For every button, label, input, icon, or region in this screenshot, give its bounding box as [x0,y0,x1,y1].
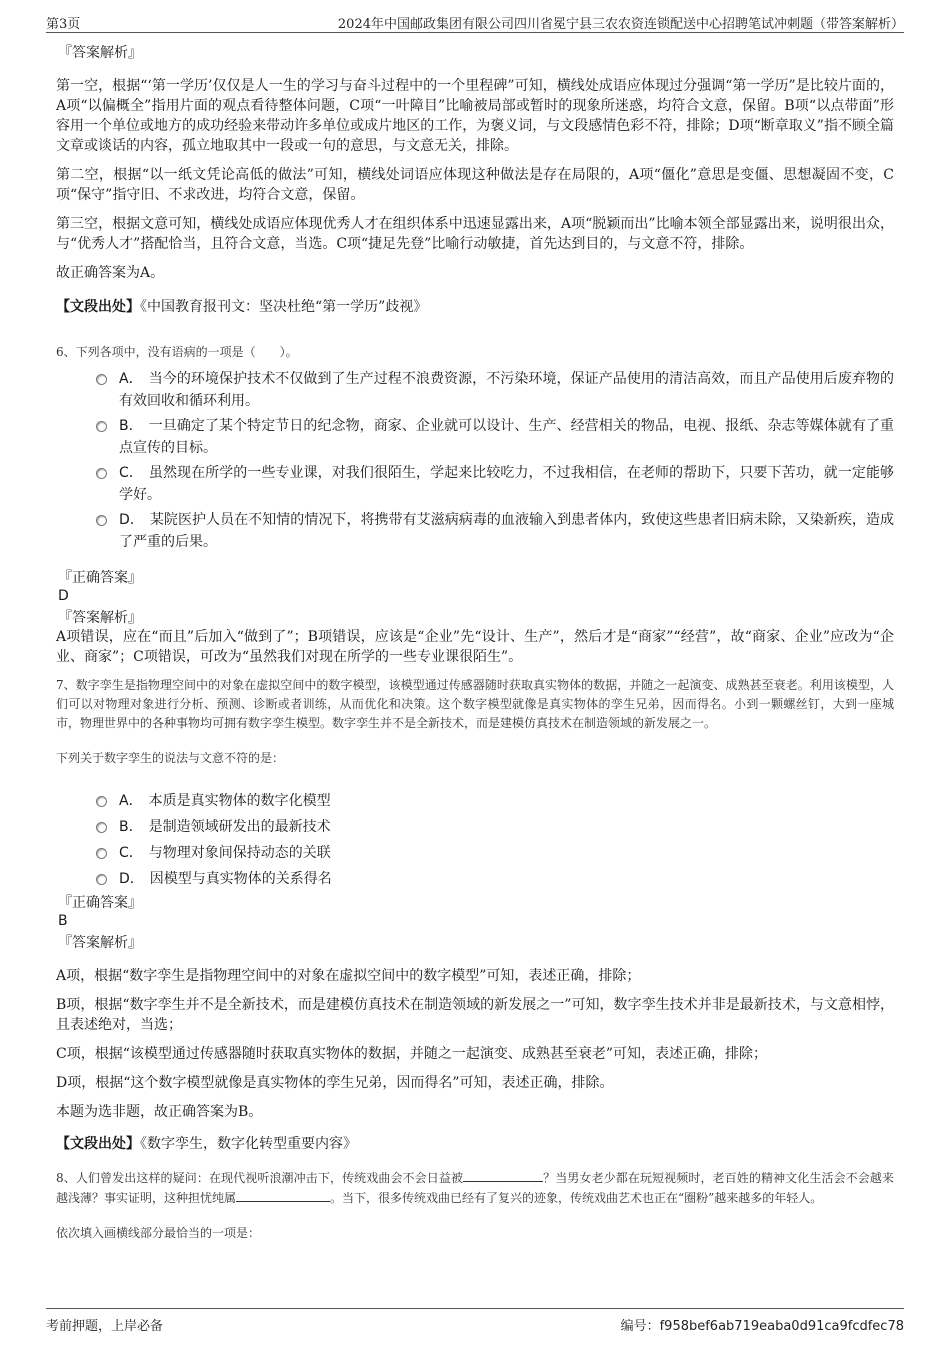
analysis-conclusion: 故正确答案为A。 [56,265,165,281]
analysis-conclusion: 本题为选非题，故正确答案为B。 [56,1104,263,1120]
q6-option-d[interactable] [56,509,894,553]
analysis-paragraph: A项，根据“数字孪生是指物理空间中的对象在虚拟空间中的数字模型”可知，表述正确，排除； [56,968,641,984]
fill-blank[interactable] [463,1168,543,1182]
option-text: 当今的环境保护技术不仅做到了生产过程不浪费资源，不污染环境，保证产品使用的清洁高效，而且产品使用后废弃物的有效回收和循环利用。 [119,371,895,409]
option-text: 与物理对象间保持动态的关联 [148,845,331,861]
source-text: 《中国教育报刊文：坚决杜绝“第一学历”歧视》 [140,299,428,315]
option-text: 本质是真实物体的数字化模型 [148,793,331,809]
option-text: 一旦确定了某个特定节日的纪念物，商家、企业就可以设计、生产、经营相关的物品，电视、报纸、杂志等媒体就有了重点宣传的目标。 [119,418,894,456]
option-text: 是制造领域研发出的最新技术 [148,819,331,835]
question-7-passage: 7、数字孪生是指物理空间中的对象在虚拟空间中的数字模型，该模型通过传感器随时获取真实物体的数据，并随之一起演变、成熟甚至衰老。利用该模型，人们可以对物理对象进行分析、预测、诊断或者训练，从而优化和决策。这个数字模型就像是真实物体的孪生兄弟，因而得名。小到一颗螺丝钉，大到一座城市，物理世界中的各种事物均可拥有数字孪生模型。数字孪生并不是全新技术，而是建模仿真技术在制造领域的新发展之一。 [56,678,894,730]
question-7-stem: 下列关于数字孪生的说法与文意不符的是： [56,751,285,765]
document-title: 2024年中国邮政集团有限公司四川省冕宁县三农农资连锁配送中心招聘笔试冲刺题（带答案解析） [337,17,904,32]
q7-option-b[interactable] [56,816,894,838]
radio-icon[interactable] [96,374,107,385]
option-letter: C． [119,845,143,861]
radio-icon[interactable] [96,848,107,859]
q6-option-b[interactable] [56,415,894,459]
source-label: 【文段出处】 [56,1136,140,1152]
question-8-passage [56,1168,894,1208]
option-letter: C． [119,465,143,481]
analysis-paragraph: B项，根据“数字孪生并不是全新技术，而是建模仿真技术在制造领域的新发展之一”可知，数字孪生技术并非是最新技术，与文意相悖，且表述绝对，当选； [56,997,894,1033]
option-letter: A． [119,371,143,387]
correct-answer: D [58,588,69,604]
source-label: 【文段出处】 [56,299,140,315]
source-citation [56,1134,894,1154]
q7-option-a[interactable] [56,790,894,812]
q6-option-c[interactable] [56,462,894,506]
option-letter: D． [119,871,144,887]
correct-answer-label: 『正确答案』 [58,570,142,586]
footer-slogan: 考前押题，上岸必备 [46,1319,164,1334]
analysis-paragraph: 第一空，根据“‘第一学历’仅仅是人一生的学习与奋斗过程中的一个里程碑”可知，横线处成语应体现过分强调“第一学历”是比较片面的，A项“以偏概全”指用片面的观点看待整体问题，C项“一叶障目”比喻被局部或暂时的现象所迷惑，均符合文意，保留。B项“以点带面”形容用一个单位或地方的成功经验来带动许多单位或成片地区的工作，为褒义词，与文段感情色彩不符，排除；D项“断章取义”指不顾全篇文章或谈话的内容，孤立地取其中一段或一句的意思，与文意无关，排除。 [56,78,894,154]
radio-icon[interactable] [96,468,107,479]
analysis-paragraph: 第三空，根据文意可知，横线处成语应体现优秀人才在组织体系中迅速显露出来，A项“脱颖而出”比喻本领全部显露出来，说明很出众，与“优秀人才”搭配恰当，且符合文意，当选。C项“捷足先登”比喻行动敏捷，首先达到目的，与文意不符，排除。 [56,216,894,252]
passage-part: 8、人们曾发出这样的疑问：在现代视听浪潮冲击下，传统戏曲会不会日益被 [56,1171,464,1185]
radio-icon[interactable] [96,421,107,432]
option-text: 因模型与真实物体的关系得名 [149,871,332,887]
correct-answer: B [58,913,68,929]
analysis-label: 『答案解析』 [58,610,142,626]
option-letter: D． [119,512,144,528]
analysis-paragraph: A项错误，应在“而且”后加入“做到了”；B项错误，应该是“企业”先“设计、生产”，然后才是“商家”“经营”，故“商家、企业”应改为“企业、商家”；C项错误，可改为“虽然我们对现在所学的一些专业课很陌生”。 [56,629,894,665]
passage-part: 。当下，很多传统戏曲已经有了复兴的迹象，传统戏曲艺术也正在“圈粉”越来越多的年轻人。 [330,1191,823,1205]
passage-part: ？当男女老少都在玩短视频时，老百姓的精神文化生活会不会越来越浅薄？事实证明，这种担忧纯属 [56,1171,894,1205]
radio-icon[interactable] [96,874,107,885]
q6-option-a[interactable] [56,368,894,412]
document-id [621,1315,904,1334]
page-header [46,10,904,33]
option-letter: A． [119,793,143,809]
question-8-stem: 依次填入画横线部分最恰当的一项是： [56,1226,261,1240]
page-footer [46,1308,904,1337]
radio-icon[interactable] [96,515,107,526]
q7-option-c[interactable] [56,842,894,864]
source-citation [56,297,894,317]
analysis-paragraph: 第二空，根据“以一纸文凭论高低的做法”可知，横线处词语应体现这种做法是存在局限的，A项“僵化”意思是变僵、思想凝固不变，C项“保守”指守旧、不求改进，均符合文意，保留。 [56,167,894,203]
analysis-label: 『答案解析』 [58,935,142,951]
document-id-label: 编号： [620,1319,660,1334]
page-number: 第3页 [46,17,81,32]
correct-answer-label: 『正确答案』 [58,895,142,911]
document-id-value: f958bef6ab719eaba0d91ca9fcdfec78 [659,1319,904,1334]
radio-icon[interactable] [96,796,107,807]
option-letter: B． [119,418,143,434]
option-letter: B． [119,819,143,835]
question-6-stem: 6、下列各项中，没有语病的一项是（ ）。 [56,345,298,359]
analysis-paragraph: D项，根据“这个数字模型就像是真实物体的孪生兄弟，因而得名”可知，表述正确，排除。 [56,1075,614,1091]
q7-option-d[interactable] [56,868,894,890]
fill-blank[interactable] [236,1188,330,1202]
analysis-paragraph: C项，根据“该模型通过传感器随时获取真实物体的数据，并随之一起演变、成熟甚至衰老”可知，表述正确，排除； [56,1046,768,1062]
source-text: 《数字孪生，数字化转型重要内容》 [140,1136,357,1152]
option-text: 某院医护人员在不知情的情况下，将携带有艾滋病病毒的血液输入到患者体内，致使这些患者旧病未除，又染新疾，造成了严重的后果。 [119,512,895,550]
analysis-label: 『答案解析』 [58,45,142,61]
document-body [56,44,894,1243]
option-text: 虽然现在所学的一些专业课，对我们很陌生，学起来比较吃力，不过我相信，在老师的帮助下，只要下苦功，就一定能够学好。 [119,465,895,503]
radio-icon[interactable] [96,822,107,833]
